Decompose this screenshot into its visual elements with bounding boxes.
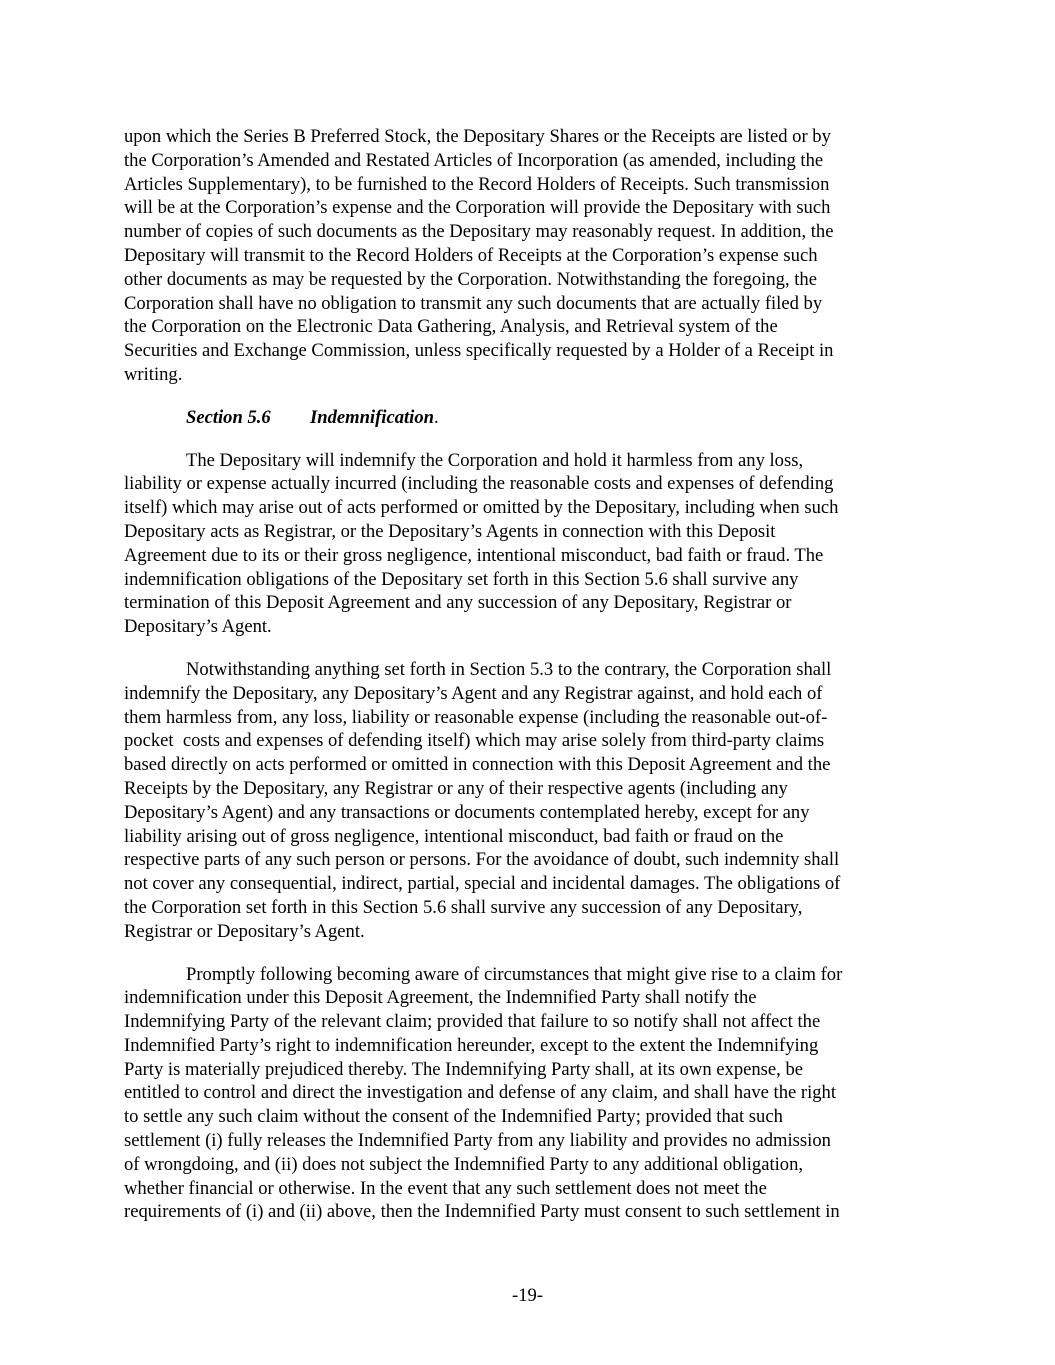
text-line: Depositary acts as Registrar, or the Depositary’s Agents in connection with this Deposit [124,520,776,542]
section-title: Indemnification [310,406,434,428]
section-number: Section 5.6 [186,406,271,428]
text-line: indemnify the Depositary, any Depositary’s Agent and any Registrar against, and hold each of [124,682,823,704]
text-line: number of copies of such documents as the Depositary may reasonably request. In addition, the [124,221,834,243]
text-line: Depositary’s Agent) and any transactions or documents contemplated hereby, except for any [124,801,810,823]
text-line: Articles Supplementary), to be furnished to the Record Holders of Receipts. Such transmission [124,173,830,195]
text-line: other documents as may be requested by the Corporation. Notwithstanding the foregoing, the [124,268,817,290]
text-line: Notwithstanding anything set forth in Section 5.3 to the contrary, the Corporation shall [186,658,832,680]
text-line: respective parts of any such person or persons. For the avoidance of doubt, such indemnity shall [124,849,840,871]
text-line: termination of this Deposit Agreement and any succession of any Depositary, Registrar or [124,592,792,614]
text-line: based directly on acts performed or omitted in connection with this Deposit Agreement and the [124,754,831,776]
text-line: Depositary will transmit to the Record Holders of Receipts at the Corporation’s expense such [124,244,818,266]
paragraph-claim-notification [124,963,924,1225]
text-line: pocket costs and expenses of defending itself) which may arise solely from third-party claims [124,730,825,752]
page-number: -19- [512,1285,543,1306]
section-heading-period: . [433,406,439,428]
text-line: them harmless from, any loss, liability or reasonable expense (including the reasonable out-of- [124,706,828,728]
text-line: Party is materially prejudiced thereby. The Indemnifying Party shall, at its own expense, be [124,1058,804,1080]
text-line: Receipts by the Depositary, any Registrar or any of their respective agents (including any [124,777,788,799]
text-line: requirements of (i) and (ii) above, then the Indemnified Party must consent to such settlement in [124,1201,840,1223]
document-page [124,125,924,1224]
text-line: indemnification under this Deposit Agreement, the Indemnified Party shall notify the [124,987,757,1009]
section-heading [124,406,924,430]
text-line: the Corporation’s Amended and Restated Articles of Incorporation (as amended, including the [124,149,824,171]
text-line: Corporation shall have no obligation to transmit any such documents that are actually filed by [124,292,823,314]
text-line: the Corporation on the Electronic Data Gathering, Analysis, and Retrieval system of the [124,316,778,338]
text-line: Depositary’s Agent. [124,616,272,638]
text-line: indemnification obligations of the Depositary set forth in this Section 5.6 shall survive any [124,568,799,590]
text-line: Securities and Exchange Commission, unless specifically requested by a Holder of a Receipt in [124,340,834,362]
text-line: Registrar or Depositary’s Agent. [124,920,365,942]
text-line: will be at the Corporation’s expense and the Corporation will provide the Depositary with such [124,197,831,219]
text-line: Promptly following becoming aware of circumstances that might give rise to a claim for [186,963,843,985]
text-line: not cover any consequential, indirect, partial, special and incidental damages. The obligations of [124,873,841,895]
text-line: Indemnifying Party of the relevant claim; provided that failure to so notify shall not affect the [124,1011,821,1033]
text-line: liability arising out of gross negligence, intentional misconduct, bad faith or fraud on the [124,825,784,847]
text-line: writing. [124,363,183,385]
text-line: liability or expense actually incurred (including the reasonable costs and expenses of defending [124,473,834,495]
paragraph-continuation [124,125,924,387]
text-line: the Corporation set forth in this Section 5.6 shall survive any succession of any Depositary, [124,896,803,918]
text-line: entitled to control and direct the investigation and defense of any claim, and shall have the right [124,1082,837,1104]
text-line: settlement (i) fully releases the Indemnified Party from any liability and provides no admission [124,1130,831,1152]
paragraph-depositary-indemnity [124,449,924,639]
paragraph-corporation-indemnity [124,658,924,944]
text-line: The Depositary will indemnify the Corporation and hold it harmless from any loss, [186,449,804,471]
text-line: upon which the Series B Preferred Stock, the Depositary Shares or the Receipts are listed or by [124,126,831,147]
text-line: to settle any such claim without the consent of the Indemnified Party; provided that such [124,1106,783,1128]
text-line: of wrongdoing, and (ii) does not subject the Indemnified Party to any additional obligation, [124,1153,804,1175]
text-line: whether financial or otherwise. In the event that any such settlement does not meet the [124,1177,767,1199]
text-line: Indemnified Party’s right to indemnification hereunder, except to the extent the Indemnifying [124,1034,819,1056]
text-line: itself) which may arise out of acts performed or omitted by the Depositary, including when such [124,497,839,519]
text-line: Agreement due to its or their gross negligence, intentional misconduct, bad faith or fraud. The [124,544,824,566]
